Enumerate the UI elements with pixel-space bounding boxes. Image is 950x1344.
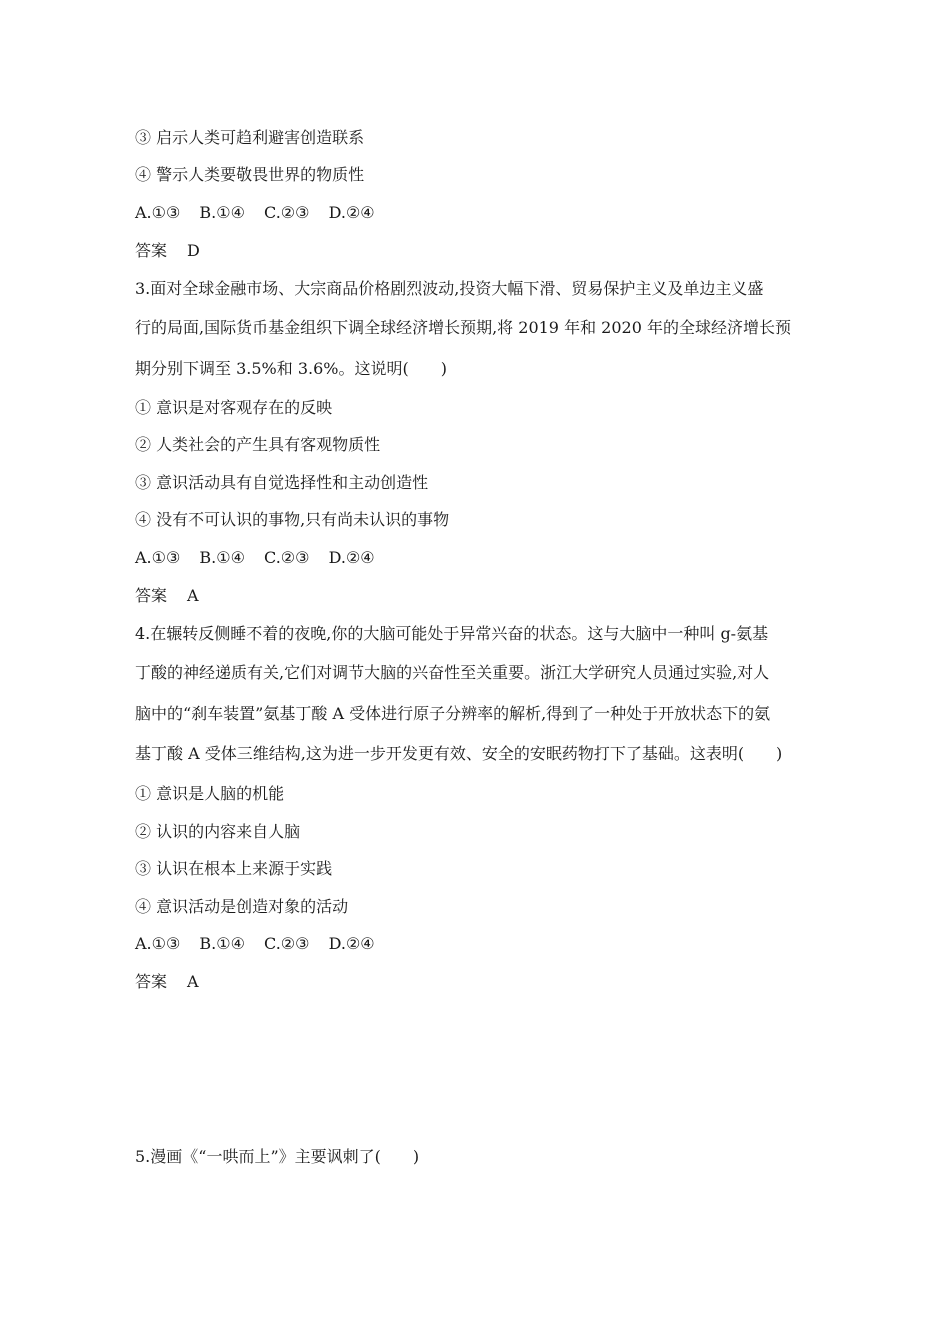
q4-choice-c: C.②③ [264, 934, 310, 953]
q3-answer-label: 答案 [135, 586, 168, 605]
q3-item-3: ③ 意识活动具有自觉选择性和主动创造性 [135, 473, 429, 492]
q3-choice-b: B.①④ [199, 548, 245, 567]
q4-choice-b: B.①④ [199, 934, 245, 953]
q4-item-1: ① 意识是人脑的机能 [135, 784, 285, 803]
q4-answer [135, 972, 199, 992]
q3-stem-line-2: 行的局面,国际货币基金组织下调全球经济增长预期,将 2019 年和 2020 年的全球经济增长预 [135, 318, 791, 337]
q4-answer-label: 答案 [135, 972, 168, 991]
q3-choice-c: C.②③ [264, 548, 310, 567]
q3-item-4: ④ 没有不可认识的事物,只有尚未认识的事物 [135, 510, 450, 529]
q3-choice-d: D.②④ [328, 548, 375, 567]
q3-choices [135, 548, 389, 568]
q2-answer-label: 答案 [135, 241, 168, 260]
q2-choice-b: B.①④ [199, 203, 245, 222]
q3-answer-value: A [187, 586, 199, 605]
q2-answer-value: D [187, 241, 200, 260]
q3-stem-line-3: 期分别下调至 3.5%和 3.6%。这说明( ) [135, 359, 447, 378]
q4-item-4: ④ 意识活动是创造对象的活动 [135, 897, 349, 916]
q4-stem-line-1: 4.在辗转反侧睡不着的夜晚,你的大脑可能处于异常兴奋的状态。这与大脑中一种叫 g-氨基 [135, 624, 769, 643]
q2-choice-c: C.②③ [264, 203, 310, 222]
q2-answer [135, 241, 200, 261]
q2-item-3: ③ 启示人类可趋利避害创造联系 [135, 128, 365, 147]
q4-item-2: ② 认识的内容来自人脑 [135, 822, 301, 841]
q4-answer-value: A [187, 972, 199, 991]
q2-choice-d: D.②④ [328, 203, 375, 222]
q4-item-3: ③ 认识在根本上来源于实践 [135, 859, 333, 878]
q3-stem-line-1: 3.面对全球金融市场、大宗商品价格剧烈波动,投资大幅下滑、贸易保护主义及单边主义盛 [135, 279, 764, 298]
q4-stem-line-3: 脑中的“刹车装置”氨基丁酸 A 受体进行原子分辨率的解析,得到了一种处于开放状态下的氨 [135, 704, 771, 723]
q3-item-1: ① 意识是对客观存在的反映 [135, 398, 333, 417]
q5-stem: 5.漫画《“一哄而上”》主要讽刺了( ) [135, 1147, 420, 1166]
q2-choice-a: A.①③ [135, 203, 181, 222]
q4-choice-a: A.①③ [135, 934, 181, 953]
q3-answer [135, 586, 199, 606]
q4-stem-line-4: 基丁酸 A 受体三维结构,这为进一步开发更有效、安全的安眠药物打下了基础。这表明( ) [135, 744, 783, 763]
q4-stem-line-2: 丁酸的神经递质有关,它们对调节大脑的兴奋性至关重要。浙江大学研究人员通过实验,对人 [135, 663, 770, 682]
q4-choices [135, 934, 389, 954]
q2-item-4: ④ 警示人类要敬畏世界的物质性 [135, 165, 365, 184]
q3-choice-a: A.①③ [135, 548, 181, 567]
q4-choice-d: D.②④ [328, 934, 375, 953]
q3-item-2: ② 人类社会的产生具有客观物质性 [135, 435, 381, 454]
q2-choices [135, 203, 389, 223]
